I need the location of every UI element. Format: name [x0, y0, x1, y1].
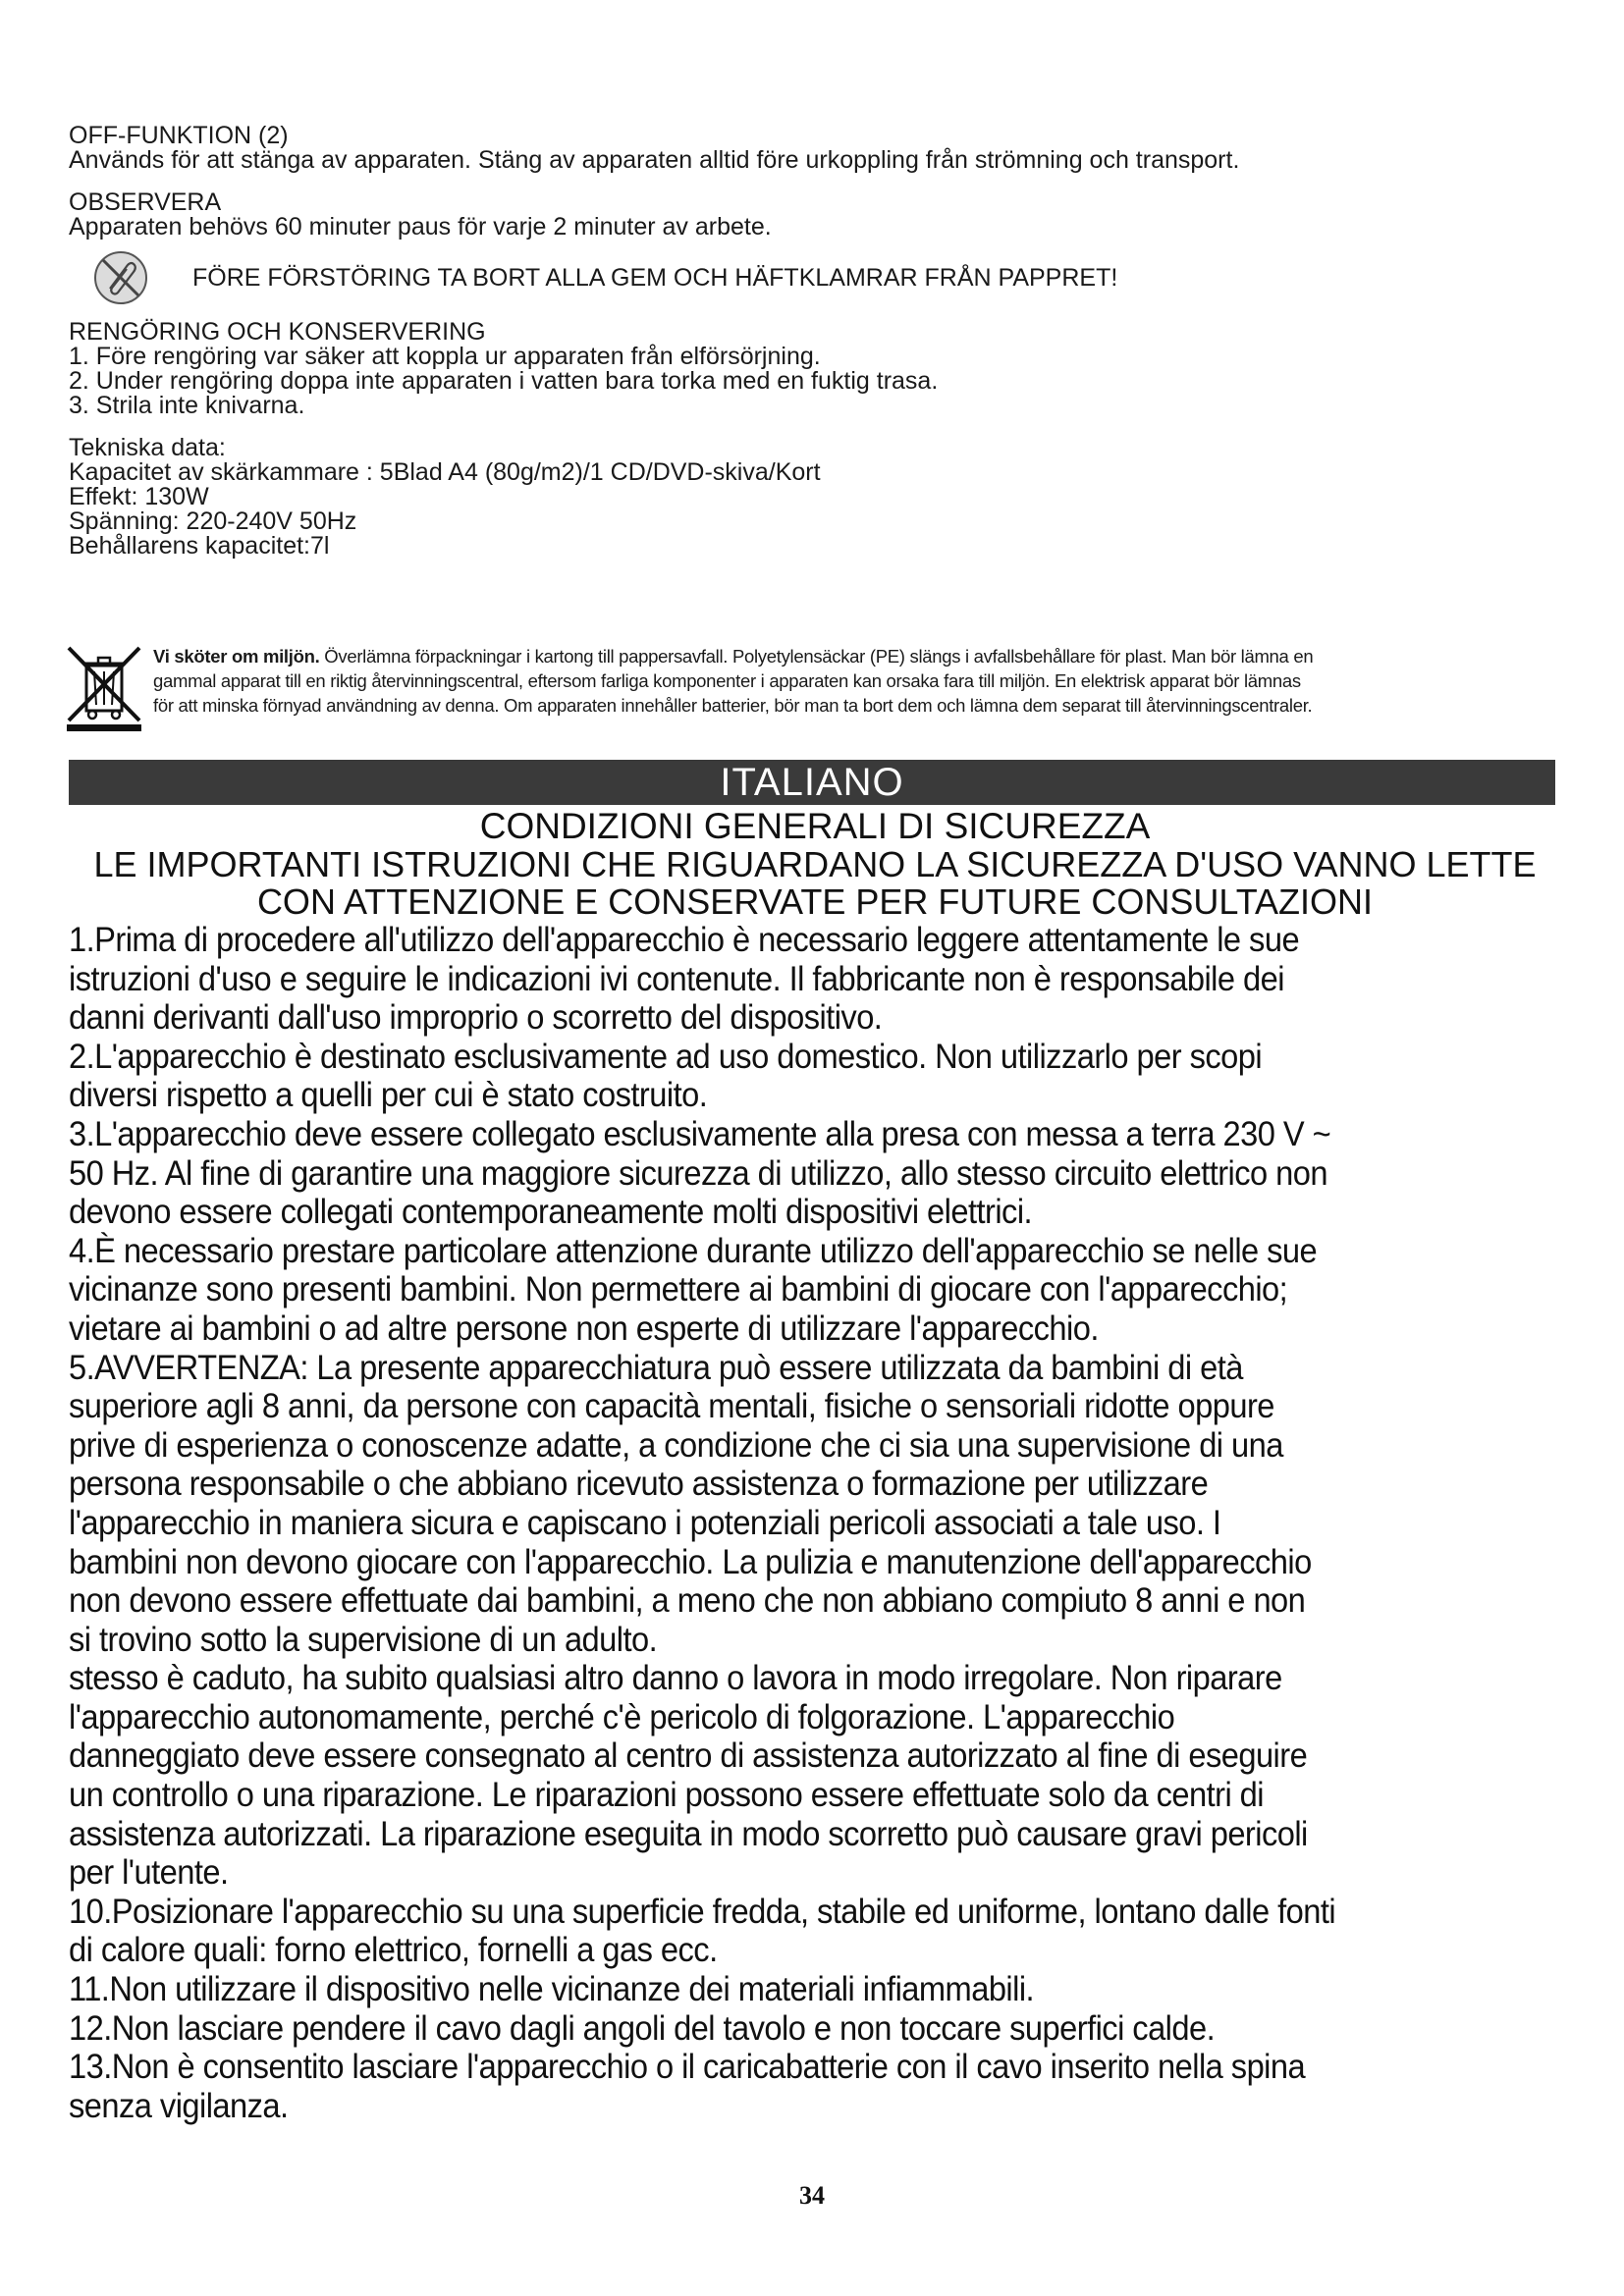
safety-subtitle: LE IMPORTANTI ISTRUZIONI CHE RIGUARDANO LA SICUREZZA D'USO VANNO LETTE [93, 844, 1537, 884]
body-line: assistenza autorizzati. La riparazione eseguita in modo scorretto può causare gravi pericoli [69, 1813, 1308, 1853]
tech-item: Effekt: 130W [69, 483, 209, 510]
body-line: 10.Posizionare l'apparecchio su una superficie fredda, stabile ed uniforme, lontano dalle fonti [69, 1891, 1336, 1931]
tech-data-label: Tekniska data: [69, 434, 226, 461]
recycling-line: för att minska förnyad användning av denna. Om apparaten innehåller batterier, bör man ta bort dem och lämna dem separat till återvinningscentraler. [153, 695, 1313, 716]
safety-title: CONDIZIONI GENERALI DI SICUREZZA [479, 806, 1151, 846]
safety-body [69, 921, 1561, 2125]
swedish-section [69, 124, 1561, 559]
body-line: 13.Non è consentito lasciare l'apparecchio o il caricabatterie con il cavo inserito nella spina [69, 2047, 1306, 2087]
body-line: l'apparecchio in maniera sicura e capiscano i potenziali pericoli associati a tale uso. I [69, 1502, 1221, 1542]
body-line: per l'utente. [69, 1852, 229, 1893]
recycling-notice [61, 644, 1553, 732]
body-line: 50 Hz. Al fine di garantire una maggiore sicurezza di utilizzo, allo stesso circuito elettrico non [69, 1152, 1328, 1193]
paperclip-warning [92, 249, 1561, 306]
body-line: si trovino sotto la supervisione di un adulto. [69, 1619, 658, 1659]
note-title: OBSERVERA [69, 188, 222, 216]
recycling-line: gammal apparat till en riktig återvinningscentral, eftersom farliga komponenter i apparaten kan orsaka fara till miljön. En elektrisk apparat bör lämnas [153, 670, 1301, 691]
page-number: 34 [799, 2181, 825, 2210]
body-line: di calore quali: forno elettrico, fornelli a gas ecc. [69, 1930, 718, 1970]
body-line: superiore agli 8 anni, da persone con capacità mentali, fisiche o sensoriali ridotte oppure [69, 1386, 1274, 1426]
tech-item: Kapacitet av skärkammare : 5Blad A4 (80g/m2)/1 CD/DVD-skiva/Kort [69, 458, 821, 486]
body-line: 2.L'apparecchio è destinato esclusivamente ad uso domestico. Non utilizzarlo per scopi [69, 1036, 1263, 1076]
body-line: prive di esperienza o conoscenze adatte, a condizione che ci sia una supervisione di una [69, 1424, 1283, 1465]
recycling-line: Överlämna förpackningar i kartong till pappersavfall. Polyetylensäckar (PE) slängs i avfallsbehållare för plast. Man bör lämna en [319, 646, 1314, 667]
body-line: un controllo o una riparazione. Le riparazioni possono essere effettuate solo da centri di [69, 1775, 1265, 1815]
crossed-bin-icon [61, 644, 147, 732]
body-line: 1.Prima di procedere all'utilizzo dell'apparecchio è necessario leggere attentamente le sue [69, 920, 1300, 959]
safety-subtitle: CON ATTENZIONE E CONSERVATE PER FUTURE CONSULTAZIONI [256, 881, 1374, 922]
body-line: danni derivanti dall'uso improprio o scorretto del dispositivo. [69, 997, 883, 1038]
body-line: bambini non devono giocare con l'apparecchio. La pulizia e manutenzione dell'apparecchio [69, 1541, 1312, 1581]
body-line: devono essere collegati contemporaneamente molti dispositivi elettrici. [69, 1192, 1033, 1232]
body-line: diversi rispetto a quelli per cui è stato costruito. [69, 1075, 708, 1115]
recycling-bold: Vi sköter om miljön. [153, 646, 320, 667]
body-line: non devono essere effettuate dai bambini, a meno che non abbiano compiuto 8 anni e non [69, 1580, 1306, 1621]
body-line: persona responsabile o che abbiano ricevuto assistenza o formazione per utilizzare [69, 1464, 1209, 1504]
italian-section [69, 807, 1561, 2125]
body-line: l'apparecchio autonomamente, perché c'è pericolo di folgorazione. L'apparecchio [69, 1696, 1175, 1736]
body-line: stesso è caduto, ha subito qualsiasi altro danno o lavora in modo irregolare. Non riparare [69, 1658, 1282, 1698]
cleaning-title: RENGÖRING OCH KONSERVERING [69, 318, 486, 346]
language-header: ITALIANO [69, 760, 1555, 805]
tech-item: Behållarens kapacitet:7l [69, 532, 330, 560]
cleaning-item: 3. Strila inte knivarna. [69, 392, 305, 419]
body-line: senza vigilanza. [69, 2085, 289, 2125]
body-line: vicinanze sono presenti bambini. Non permettere ai bambini di giocare con l'apparecchio; [69, 1269, 1288, 1309]
warning-text: FÖRE FÖRSTÖRING TA BORT ALLA GEM OCH HÄFTKLAMRAR FRÅN PAPPRET! [192, 263, 1118, 292]
recycling-text [153, 644, 1313, 732]
body-line: 11.Non utilizzare il dispositivo nelle vicinanze dei materiali infiammabili. [69, 1969, 1035, 2009]
body-line: 3.L'apparecchio deve essere collegato esclusivamente alla presa con messa a terra 230 V ~ [69, 1113, 1331, 1153]
body-line: 12.Non lasciare pendere il cavo dagli angoli del tavolo e non toccare superfici calde. [69, 2007, 1216, 2048]
body-line: 4.È necessario prestare particolare attenzione durante utilizzo dell'apparecchio se nelle sue [69, 1230, 1318, 1270]
tech-item: Spänning: 220-240V 50Hz [69, 507, 357, 535]
body-line: 5.AVVERTENZA: La presente apparecchiatura può essere utilizzata da bambini di età [69, 1347, 1243, 1387]
body-line: istruzioni d'uso e seguire le indicazioni ivi contenute. Il fabbricante non è responsabile dei [69, 958, 1284, 998]
cleaning-item: 2. Under rengöring doppa inte apparaten i vatten bara torka med en fuktig trasa. [69, 367, 939, 395]
body-line: danneggiato deve essere consegnato al centro di assistenza autorizzato al fine di eseguire [69, 1735, 1308, 1776]
off-function-text: Används för att stänga av apparaten. Stäng av apparaten alltid före urkoppling från strömning och transport. [69, 146, 1240, 174]
body-line: vietare ai bambini o ad altre persone non esperte di utilizzare l'apparecchio. [69, 1308, 1099, 1348]
cleaning-item: 1. Före rengöring var säker att koppla ur apparaten från elförsörjning. [69, 343, 821, 370]
note-text: Apparaten behövs 60 minuter paus för varje 2 minuter av arbete. [69, 213, 772, 240]
off-function-title: OFF-FUNKTION (2) [69, 122, 289, 149]
no-paperclip-icon [92, 249, 149, 306]
